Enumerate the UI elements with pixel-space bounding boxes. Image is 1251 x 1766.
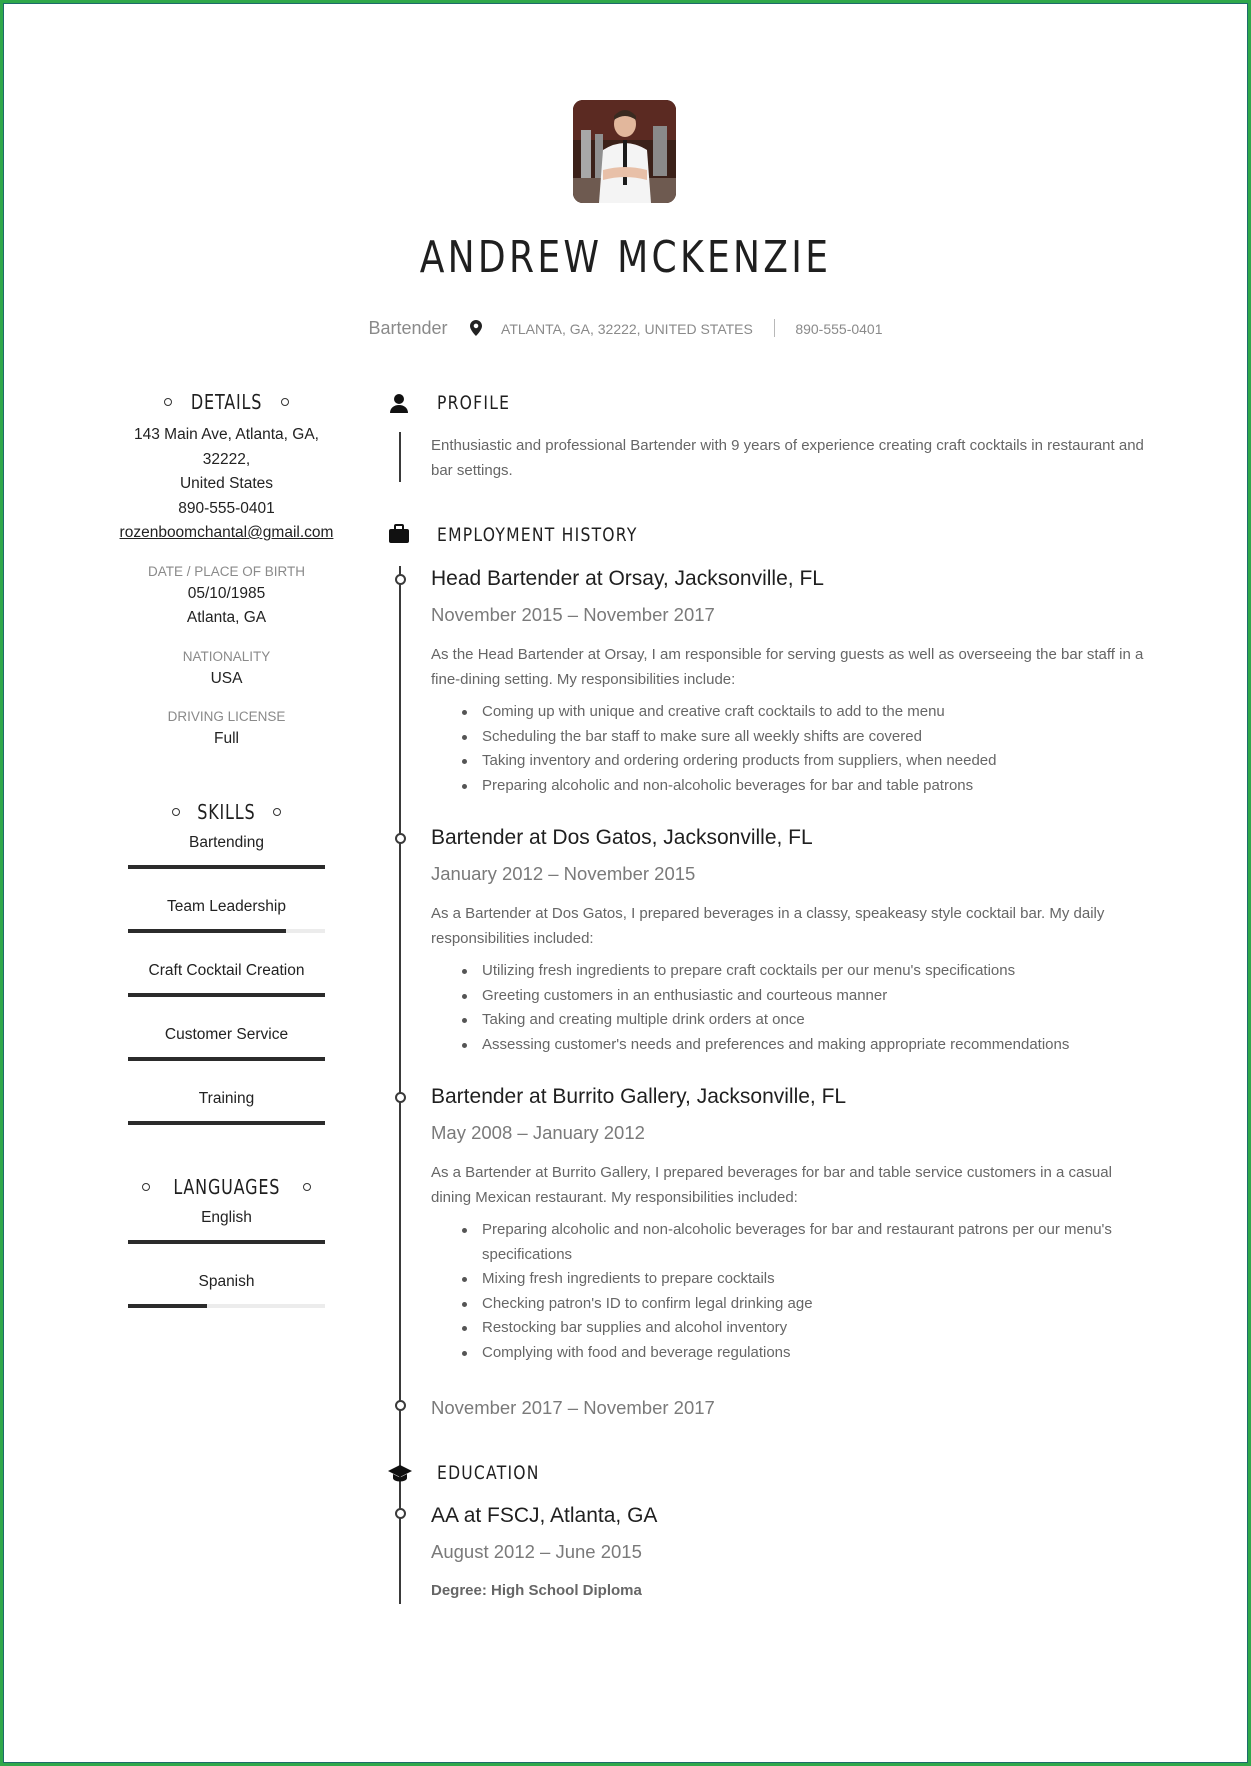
skill-level-bar: [128, 1121, 325, 1125]
job-responsibilities: [431, 1218, 1151, 1365]
education-entry-title: AA at FSCJ, Atlanta, GA: [431, 1504, 658, 1527]
languages-heading: LANGUAGES: [110, 1175, 343, 1199]
ring-icon: [303, 1183, 311, 1191]
employment-heading: EMPLOYMENT HISTORY: [437, 524, 638, 546]
job-description: As a Bartender at Burrito Gallery, I prepared beverages for bar and table service customers in a casual dining Mexican restaurant. My responsibilities included:: [431, 1164, 1112, 1206]
skill-level-bar: [128, 1304, 325, 1308]
skill-level-bar: [128, 929, 325, 933]
job-title: Bartender at Dos Gatos, Jacksonville, FL: [431, 826, 813, 849]
skill-level-fill: [128, 993, 325, 997]
briefcase-icon: [388, 524, 410, 546]
skill-level-fill: [128, 1304, 207, 1308]
job-responsibilities: [431, 959, 1151, 1057]
skill-label: Bartending: [189, 833, 264, 851]
skill-label: Craft Cocktail Creation: [148, 961, 305, 979]
education-heading: EDUCATION: [437, 1462, 540, 1484]
skill-label: Customer Service: [164, 1025, 289, 1043]
ring-icon: [281, 398, 289, 406]
education-degree: Degree: High School Diploma: [431, 1582, 642, 1599]
education-dates: August 2012 – June 2015: [431, 1541, 642, 1562]
birth-info: [110, 582, 343, 631]
ring-icon: [142, 1183, 150, 1191]
skill-level-bar: [128, 1057, 325, 1061]
profile-heading: PROFILE: [437, 392, 511, 414]
list-item: Taking and creating multiple drink orders at once: [431, 1008, 1151, 1033]
list-item: Coming up with unique and creative craft cocktails to add to the menu: [431, 700, 1151, 725]
license-value: Full: [214, 730, 239, 747]
header-separator: [774, 319, 775, 337]
list-item: Scheduling the bar staff to make sure all weekly shifts are covered: [431, 725, 1151, 750]
header-job-title: Bartender: [368, 318, 448, 338]
timeline-node: [395, 1508, 406, 1519]
ring-icon: [164, 398, 172, 406]
skill-level-bar: [128, 993, 325, 997]
person-icon: [388, 393, 410, 415]
birth-date: 05/10/1985: [187, 584, 266, 602]
skill-level-fill: [128, 865, 325, 869]
left-column: [110, 390, 343, 1308]
list-item: Restocking bar supplies and alcohol inventory: [431, 1316, 1151, 1341]
header-subline: [0, 318, 1251, 341]
nationality-value: USA: [210, 669, 243, 687]
address-line-1: 143 Main Ave, Atlanta, GA, 32222,: [134, 426, 319, 468]
license-label: DRIVING LICENSE: [167, 709, 286, 724]
job-title: Head Bartender at Orsay, Jacksonville, FL: [431, 567, 824, 590]
extra-dates: November 2017 – November 2017: [431, 1397, 715, 1418]
address-line-2: United States: [179, 475, 274, 492]
skill-label: English: [201, 1208, 252, 1226]
skill-item: [110, 1088, 343, 1125]
header-location: ATLANTA, GA, 32222, UNITED STATES: [501, 321, 753, 337]
skill-label: Training: [198, 1089, 255, 1107]
timeline-node: [395, 1400, 406, 1411]
skill-label: Spanish: [198, 1272, 255, 1290]
list-item: Preparing alcoholic and non-alcoholic beverages for bar and table patrons: [431, 774, 1151, 799]
location-pin-icon: [470, 320, 482, 341]
details-contact: [110, 423, 343, 546]
skill-level-bar: [128, 1240, 325, 1244]
profile-text: Enthusiastic and professional Bartender with 9 years of experience creating craft cocktails in restaurant and bar settings.: [431, 437, 1144, 479]
list-item: Complying with food and beverage regulations: [431, 1341, 1151, 1366]
ring-icon: [172, 808, 180, 816]
list-item: Taking inventory and ordering ordering products from suppliers, when needed: [431, 749, 1151, 774]
timeline-node: [395, 1092, 406, 1103]
list-item: Assessing customer's needs and preferences and making appropriate recommendations: [431, 1033, 1151, 1058]
skill-item: [110, 1024, 343, 1061]
skill-item: [110, 960, 343, 997]
profile-timeline-line: [399, 432, 401, 482]
skills-heading: SKILLS: [110, 800, 343, 824]
skill-item: [110, 832, 343, 869]
header-phone: 890-555-0401: [795, 321, 883, 337]
skill-item: [110, 896, 343, 933]
profile-photo: [573, 100, 676, 203]
job-title: Bartender at Burrito Gallery, Jacksonville, FL: [431, 1085, 847, 1108]
list-item: Mixing fresh ingredients to prepare cocktails: [431, 1267, 1151, 1292]
timeline-node: [395, 574, 406, 585]
candidate-name: ANDREW MCKENZIE: [419, 232, 832, 283]
skill-item: [110, 1271, 343, 1308]
list-item: Greeting customers in an enthusiastic and courteous manner: [431, 984, 1151, 1009]
job-description: As the Head Bartender at Orsay, I am responsible for serving guests as well as overseeing the bar staff in a fine-dining setting. My responsibilities include:: [431, 646, 1144, 688]
skills-list: [110, 832, 343, 1125]
job-dates: January 2012 – November 2015: [431, 863, 696, 884]
skill-label: Team Leadership: [167, 897, 286, 915]
job-dates: November 2015 – November 2017: [431, 604, 715, 625]
birth-place: Atlanta, GA: [186, 609, 267, 626]
skill-level-bar: [128, 865, 325, 869]
job-dates: May 2008 – January 2012: [431, 1122, 645, 1143]
languages-list: [110, 1207, 343, 1308]
details-phone: 890-555-0401: [178, 499, 275, 517]
list-item: Preparing alcoholic and non-alcoholic beverages for bar and restaurant patrons per our menu's specifications: [431, 1218, 1151, 1267]
skill-level-fill: [128, 929, 286, 933]
timeline-node: [395, 833, 406, 844]
email-link[interactable]: rozenboomchantal@gmail.com: [119, 524, 334, 541]
details-heading: DETAILS: [110, 390, 343, 414]
skill-item: [110, 1207, 343, 1244]
job-responsibilities: [431, 700, 1151, 798]
list-item: Utilizing fresh ingredients to prepare craft cocktails per our menu's specifications: [431, 959, 1151, 984]
ring-icon: [273, 808, 281, 816]
job-description: As a Bartender at Dos Gatos, I prepared beverages in a classy, speakeasy style cocktail bar. My daily responsibilities included:: [431, 905, 1105, 947]
skill-level-fill: [128, 1121, 325, 1125]
employment-timeline-line: [399, 566, 401, 1601]
list-item: Checking patron's ID to confirm legal drinking age: [431, 1292, 1151, 1317]
birth-label: DATE / PLACE OF BIRTH: [147, 563, 306, 579]
skill-level-fill: [128, 1057, 325, 1061]
graduation-cap-icon: [388, 1463, 410, 1485]
skill-level-fill: [128, 1240, 325, 1244]
nationality-label: NATIONALITY: [182, 648, 271, 664]
